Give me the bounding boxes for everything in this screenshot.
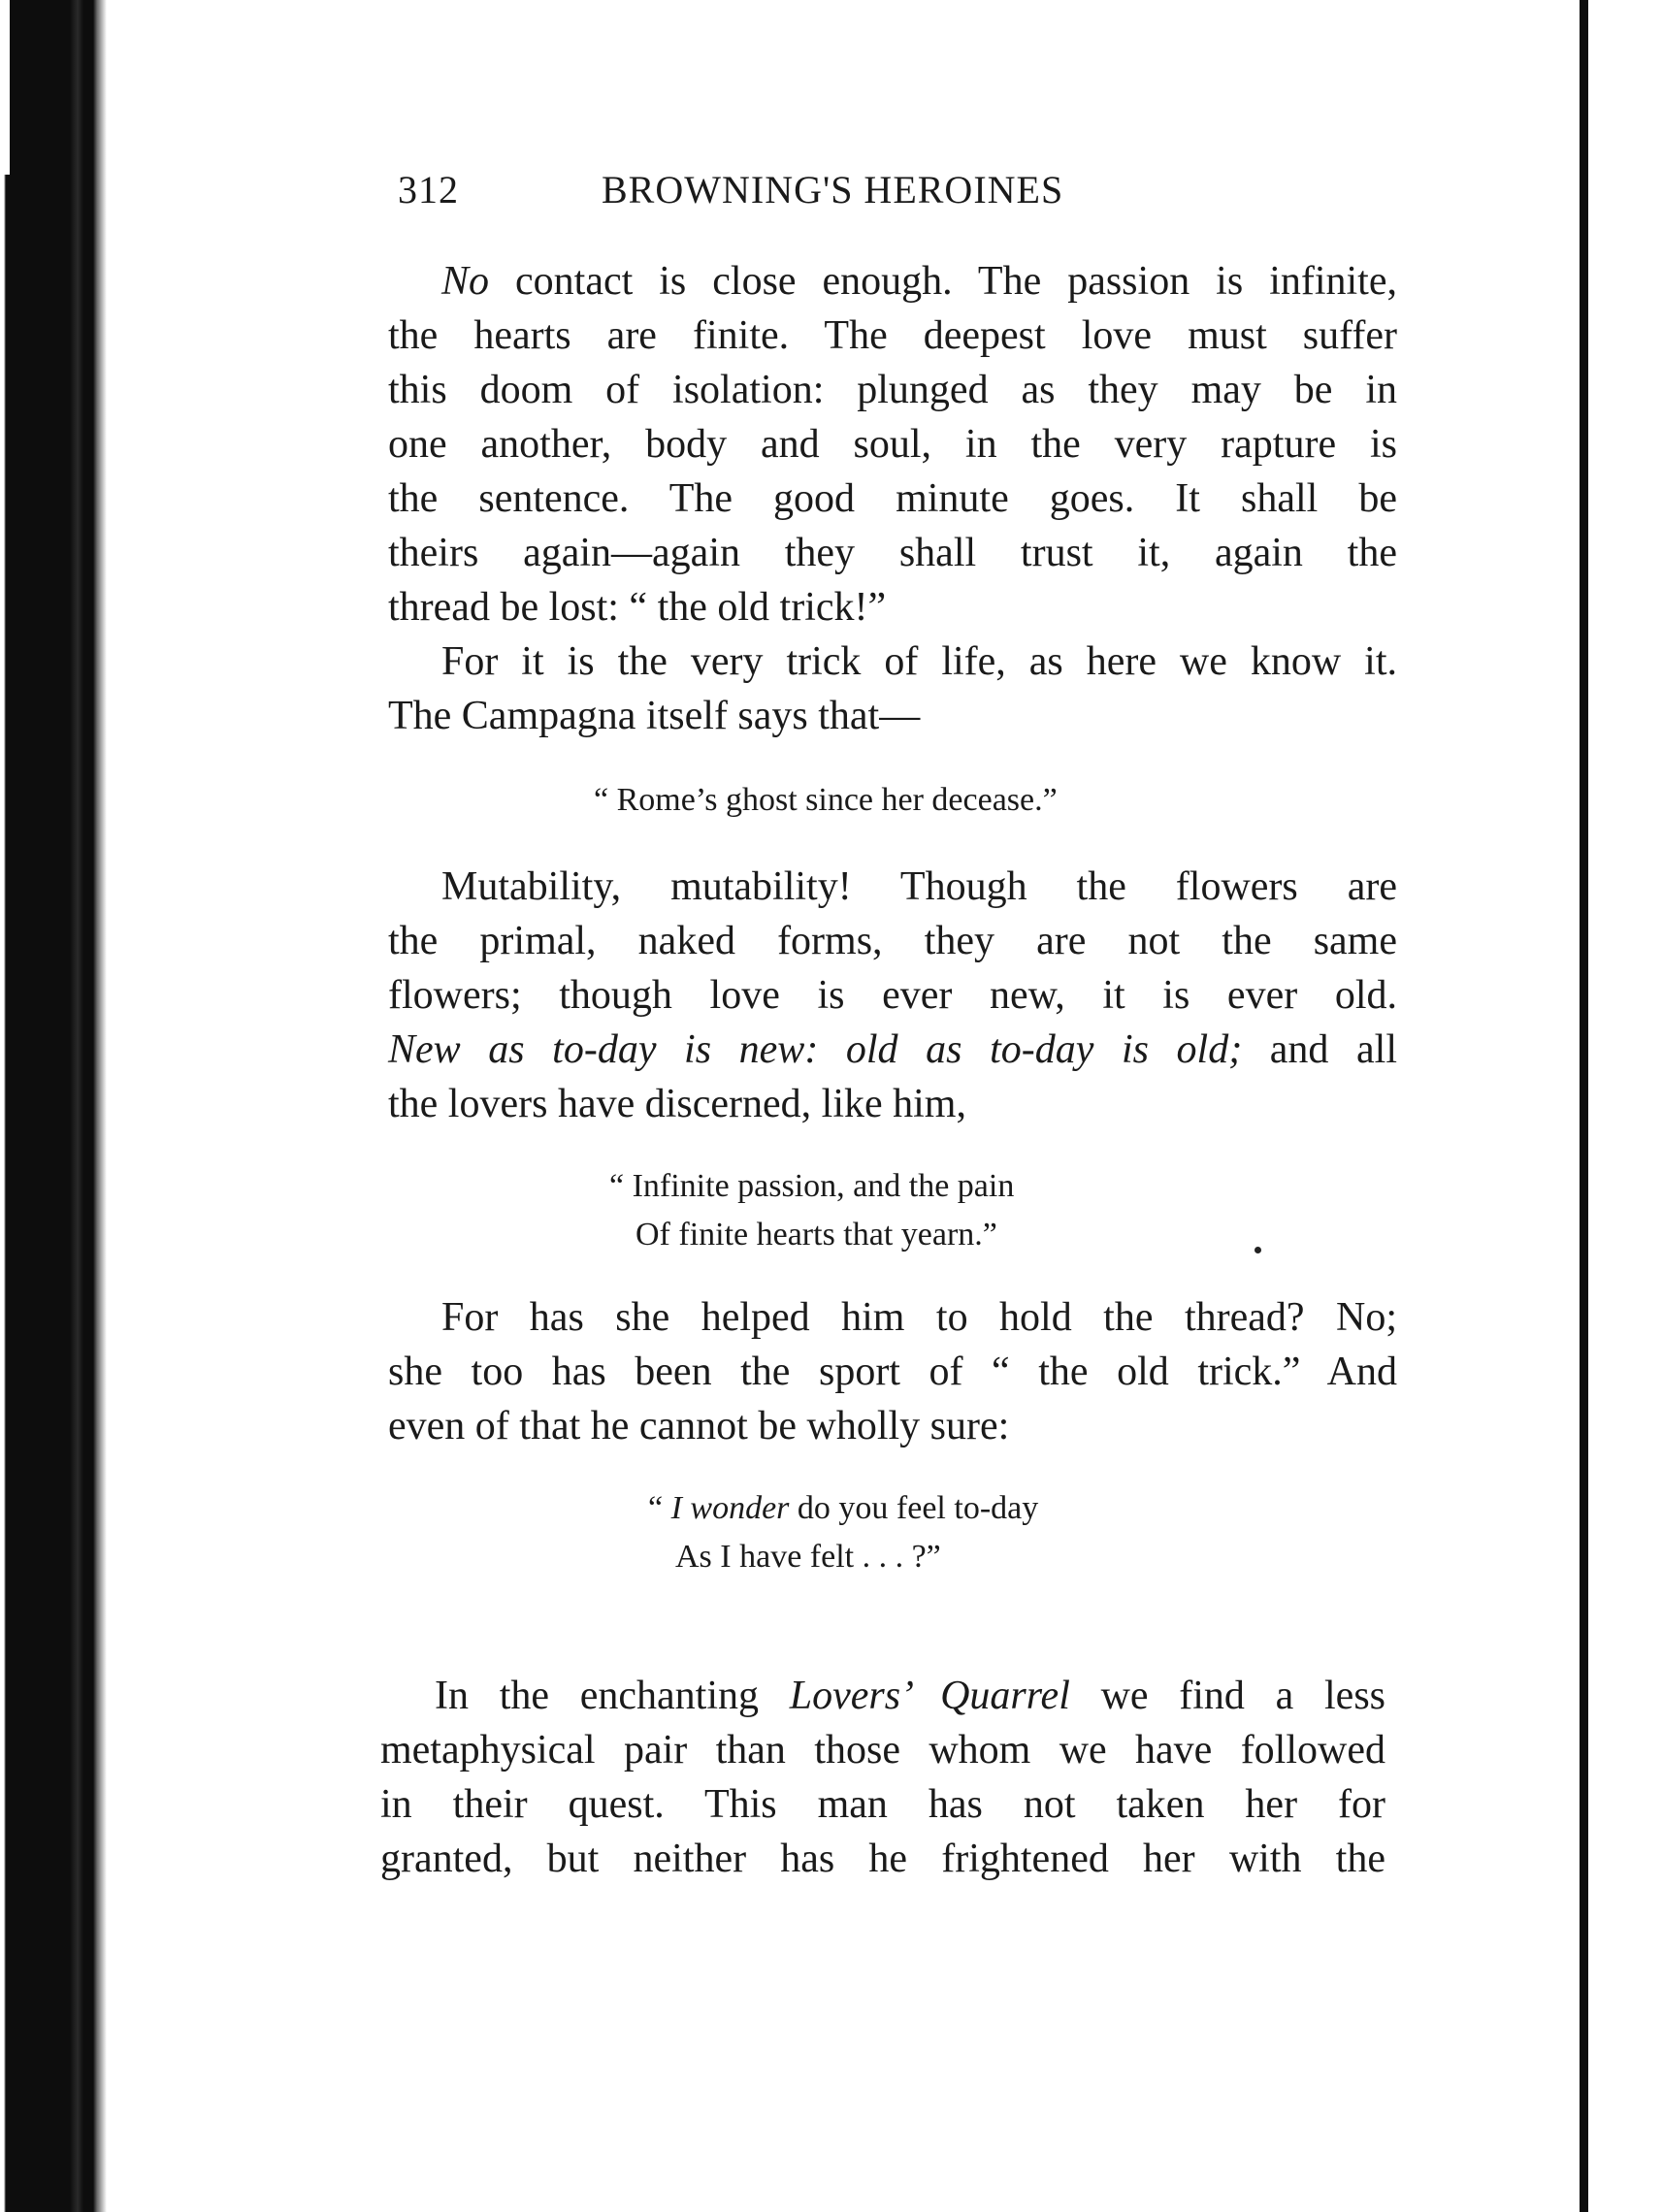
text-line: the hearts are finite. The deepest love must suffer xyxy=(388,313,1397,358)
text-line: Mutability, mutability! Though the flowers are xyxy=(441,864,1397,909)
text-line: she too has been the sport of “ the old trick.” And xyxy=(388,1350,1397,1394)
text-line: this doom of isolation: plunged as they may be in xyxy=(388,368,1397,412)
right-page-edge xyxy=(1580,0,1588,2212)
italic-text: Lovers’ Quarrel xyxy=(789,1674,1070,1718)
verse-line: “ Rome’s ghost since her decease.” xyxy=(594,782,1058,818)
text-span: contact is close enough. The passion is infinite, xyxy=(489,259,1397,304)
text-span: do you feel to-day xyxy=(789,1490,1039,1526)
text-line: in their quest. This man has not taken her for xyxy=(380,1782,1385,1827)
italic-text: New as to-day is new: old as to-day is old; xyxy=(388,1027,1243,1072)
page-number: 312 xyxy=(398,168,459,211)
text-line: For has she helped him to hold the thread? No; xyxy=(441,1295,1397,1340)
text-line: thread be lost: “ the old trick!” xyxy=(388,585,887,630)
text-line xyxy=(435,1669,1385,1723)
left-binding-shadow xyxy=(0,0,107,2212)
verse-line xyxy=(648,1484,1038,1533)
text-line: flowers; though love is ever new, it is ever old. xyxy=(388,973,1397,1018)
quote-mark: “ xyxy=(648,1490,671,1526)
verse-line: As I have felt . . . ?” xyxy=(675,1539,941,1575)
binding-top-gap xyxy=(0,0,10,175)
verse-line: Of finite hearts that yearn.” xyxy=(635,1217,997,1252)
page-header xyxy=(398,167,1203,225)
text-line: The Campagna itself says that— xyxy=(388,694,921,738)
text-line: one another, body and soul, in the very rapture is xyxy=(388,422,1397,467)
text-span: and all xyxy=(1242,1027,1397,1072)
italic-text: I wonder xyxy=(670,1490,790,1526)
verse-line: “ Infinite passion, and the pain xyxy=(609,1168,1015,1204)
text-line: the lovers have discerned, like him, xyxy=(388,1082,966,1126)
text-span: we find a less xyxy=(1069,1674,1386,1718)
text-line: granted, but neither has he frightened her with the xyxy=(380,1837,1385,1881)
text-line: theirs again—again they shall trust it, again the xyxy=(388,531,1397,575)
ink-speck xyxy=(1255,1247,1261,1253)
italic-text: No xyxy=(441,259,490,304)
text-line xyxy=(441,254,1397,309)
text-line: even of that he cannot be wholly sure: xyxy=(388,1404,1010,1448)
text-line: the primal, naked forms, they are not the same xyxy=(388,919,1397,963)
text-line xyxy=(388,1023,1397,1077)
right-margin xyxy=(1588,0,1662,2212)
text-line: the sentence. The good minute goes. It shall be xyxy=(388,476,1397,521)
text-line: For it is the very trick of life, as here we know it. xyxy=(441,639,1397,684)
text-span: In the enchanting xyxy=(435,1674,790,1718)
running-title: BROWNING'S HEROINES xyxy=(602,168,1064,211)
text-line: metaphysical pair than those whom we have followed xyxy=(380,1728,1385,1773)
